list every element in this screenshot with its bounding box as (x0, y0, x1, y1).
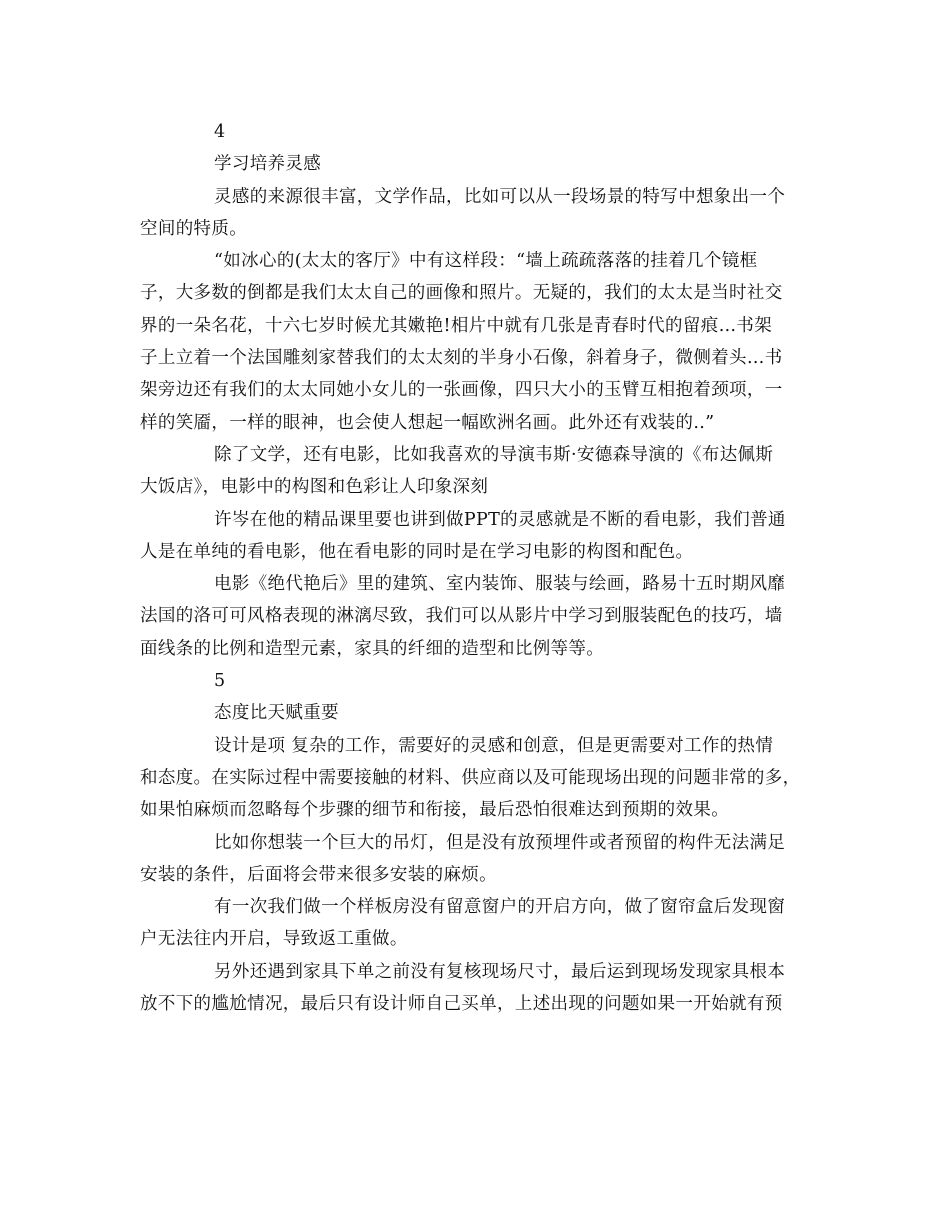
paragraph-line: 界的一朵名花，十六七岁时候尤其嫩艳!相片中就有几张是青春时代的留痕…书架 (140, 315, 773, 336)
paragraph-line: 安装的条件，后面将会带来很多安装的麻烦。 (140, 864, 497, 885)
paragraph-line: 架旁边还有我们的太太同她小女儿的一张画像，四只大小的玉臂互相抱着颈项，一 (140, 380, 783, 401)
paragraph-line: 子，大多数的倒都是我们太太自己的画像和照片。无疑的，我们的太太是当时社交 (140, 283, 783, 304)
section-number-4: 4 (214, 122, 226, 142)
document-page (140, 116, 812, 1020)
paragraph-line: 设计是项 复杂的工作，需要好的灵感和创意，但是更需要对工作的热情 (214, 735, 774, 756)
paragraph-line: 人是在单纯的看电影，他在看电影的同时是在学习电影的构图和配色。 (140, 541, 694, 562)
paragraph-line: 有一次我们做一个样板房没有留意窗户的开启方向，做了窗帘盒后发现窗 (214, 897, 786, 918)
paragraph-line: 另外还遇到家具下单之前没有复核现场尺寸，最后运到现场发现家具根本 (214, 961, 786, 982)
paragraph-line: 许岑在他的精品课里要也讲到做PPT的灵感就是不断的看电影，我们普通 (214, 509, 786, 530)
section-number-5: 5 (214, 671, 226, 692)
section-heading-attitude: 态度比天赋重要 (214, 703, 339, 724)
paragraph-line: 子上立着一个法国雕刻家替我们的太太刻的半身小石像，斜着身子，微侧着头…书 (140, 348, 783, 369)
section-heading-inspiration: 学习培养灵感 (214, 154, 322, 175)
paragraph-line: 大饭店》，电影中的构图和色彩让人印象深刻 (140, 477, 489, 498)
paragraph-line: 如果怕麻烦而忽略每个步骤的细节和衔接，最后恐怕很难达到预期的效果。 (140, 800, 730, 821)
paragraph-line: 面线条的比例和造型元素，家具的纤细的造型和比例等等。 (140, 638, 605, 659)
paragraph-line: 除了文学，还有电影，比如我喜欢的导演韦斯·安德森导演的《布达佩斯 (214, 444, 774, 465)
paragraph-line: 电影《绝代艳后》里的建筑、室内装饰、服装与绘画，路易十五时期风靡 (214, 574, 786, 595)
paragraph-line: 和态度。在实际过程中需要接触的材料、供应商以及可能现场出现的问题非常的多， (140, 767, 801, 788)
paragraph-line: 样的笑靥，一样的眼神，也会使人想起一幅欧洲名画。此外还有戏装的..” (140, 412, 715, 433)
paragraph-line: 法国的洛可可风格表现的淋漓尽致，我们可以从影片中学习到服装配色的技巧，墙 (140, 606, 783, 627)
paragraph-line: 灵感的来源很丰富，文学作品，比如可以从一段场景的特写中想象出一个 (214, 186, 786, 207)
paragraph-line: 户无法往内开启，导致返工重做。 (140, 929, 408, 950)
paragraph-line: “如冰心的(太太的客厅》中有这样段：“墙上疏疏落落的挂着几个镜框 (214, 251, 758, 272)
paragraph-line: 比如你想装一个巨大的吊灯，但是没有放预埋件或者预留的构件无法满足 (214, 832, 786, 853)
paragraph-line: 空间的特质。 (140, 218, 248, 239)
paragraph-line: 放不下的尴尬情况，最后只有设计师自己买单，上述出现的问题如果一开始就有预 (140, 994, 783, 1015)
